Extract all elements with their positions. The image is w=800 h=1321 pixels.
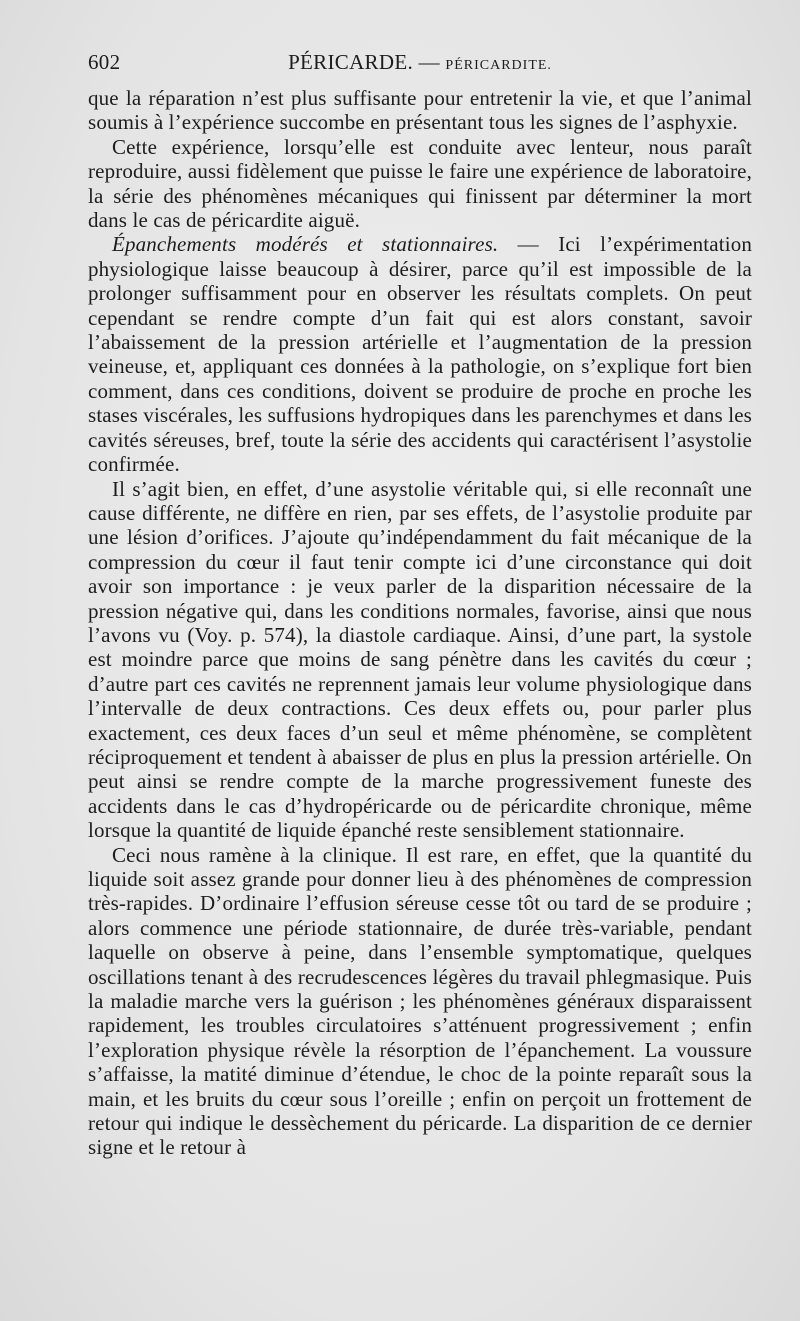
paragraph-4 (88, 477, 752, 843)
page-header (88, 50, 752, 80)
paragraph-1 (88, 86, 752, 135)
paragraph-5-text: Ceci nous ramène à la clinique. Il est rare, en effet, que la quantité du liquide soit assez grande pour donner lieu à des phénomènes de compression très-rapides. D’ordinaire l’effusion séreuse cesse tôt ou tard de se produire ; alors commence une période stationnaire, de durée très-variable, pendant laquelle on observe à peine, dans l’ensemble symptomatique, quelques oscillations tenant à des recrudescences légères du travail phlegmasique. Puis la maladie marche vers la guérison ; les phénomènes généraux disparaissent rapidement, les troubles circulatoires s’atténuent progressivement ; enfin l’exploration physique révèle la résorption de l’épanchement. La voussure s’affaisse, la matité diminue d’étendue, le choc de la pointe reparaît sous la main, et les bruits du cœur sous l’oreille ; enfin on perçoit un frottement de retour qui indique le dessèchement du péricarde. La disparition de ce dernier signe et le retour à (88, 842, 752, 1160)
running-title-main: PÉRICARDE. (288, 50, 414, 74)
paragraph-1-text: que la réparation n’est plus suffisante pour entretenir la vie, et que l’animal soumis à l’expérience succombe en présentant tous les signes de l’asphyxie. (88, 86, 752, 135)
paragraph-2 (88, 135, 752, 233)
page-number: 602 (88, 50, 121, 74)
body-text (88, 86, 752, 1160)
paragraph-2-text: Cette expérience, lorsqu’elle est conduite avec lenteur, nous paraît reproduire, aussi fidèlement que puisse le faire une expérience de laboratoire, la série des phénomènes mécaniques qui finissent par déterminer la mort dans le cas de péricardite aiguë. (88, 134, 752, 233)
paragraph-3 (88, 232, 752, 476)
running-title (88, 50, 752, 75)
paragraph-5 (88, 843, 752, 1160)
paragraph-4-text: Il s’agit bien, en effet, d’une asystolie véritable qui, si elle reconnaît une cause différente, ne diffère en rien, par ses effets, de l’asystolie produite par une lésion d’orifices. J’ajoute qu’indépendamment du fait mécanique de la compression du cœur il faut tenir compte ici d’une circonstance qui doit avoir son importance : je veux parler de la disparition nécessaire de la pression négative qui, dans les conditions normales, favorise, ainsi que nous l’avons vu (Voy. p. 574), la diastole cardiaque. Ainsi, d’une part, la systole est moindre parce que moins de sang pénètre dans les cavités du cœur ; d’autre part ces cavités ne reprennent jamais leur volume physiologique dans l’intervalle de deux contractions. Ces deux effets ou, pour parler plus exactement, ces deux faces d’un seul et même phénomène, se complètent réciproquement et tendent à abaisser de plus en plus la pression artérielle. On peut ainsi se rendre compte de la marche progressivement funeste des accidents dans le cas d’hydropéricarde ou de péricardite chronique, même lorsque la quantité de liquide épanché reste sensiblement stationnaire. (88, 476, 752, 843)
section-heading-italic: Épanchements modérés et stationnaires. (112, 232, 499, 257)
running-title-sub: PÉRICARDITE. (445, 58, 552, 73)
running-title-separator: — (413, 50, 446, 74)
paragraph-3-text: — Ici l’expérimentation physiologique laisse beaucoup à désirer, parce qu’il est impossible de la prolonger suffisamment pour en observer les résultats complets. On peut cependant se rendre compte d’un fait qui est alors constant, savoir l’abaissement de la pression artérielle et l’augmentation de la pression veineuse, et, appliquant ces données à la pathologie, on s’explique fort bien comment, dans ces conditions, doivent se produire de proche en proche les stases viscérales, les suffusions hydropiques dans les parenchymes et dans les cavités séreuses, bref, toute la série des accidents qui caractérisent l’asystolie confirmée. (88, 232, 752, 477)
